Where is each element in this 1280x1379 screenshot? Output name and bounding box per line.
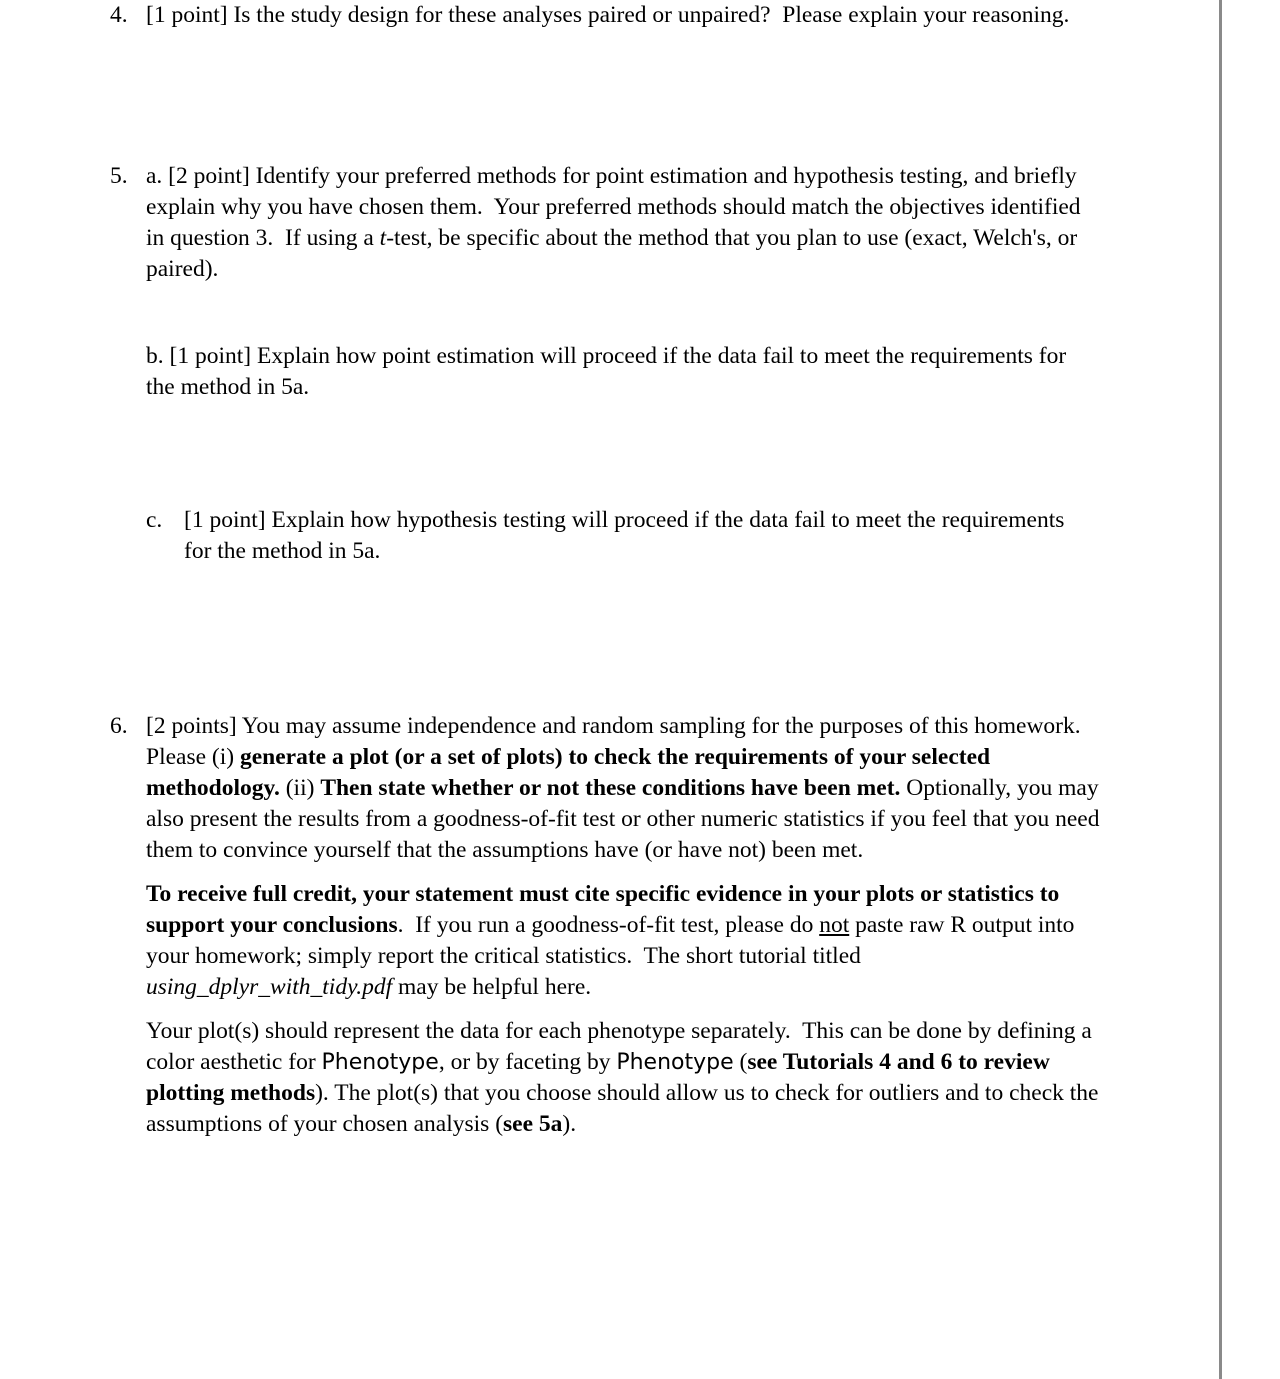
question-4 [110, 0, 1100, 31]
q6p1-s3: Optionally, you may also present the results from a goodness-of-fit test or other numeric statistics if you feel that you need them to convince yourself that the assumptions have (or have not) been met. [146, 775, 1100, 863]
q6p2-underline-not: not [819, 912, 850, 938]
q6p3-s3: ( [733, 1049, 748, 1075]
page-edge-divider [1219, 0, 1222, 1379]
question-5-number: 5. [110, 163, 128, 189]
question-5 [110, 161, 1100, 285]
question-5c-label: c. [146, 507, 163, 533]
q6p1-bold-1: generate a plot (or a set of plots) to check the requirements of your selected methodology. [146, 744, 991, 801]
q6p3-s2: , or by faceting by [438, 1049, 617, 1075]
question-6-body [146, 711, 1100, 1140]
q6p3-code-phenotype-2: Phenotype [616, 1050, 734, 1075]
q6p2-s2: paste raw R output into your homework; simply report the critical statistics. The short tutorial titled [146, 912, 1075, 969]
question-6-paragraph-3 [146, 1016, 1100, 1140]
q6p3-s1: Your plot(s) should represent the data for each phenotype separately. This can be done by defining a color aesthetic for [146, 1018, 1092, 1075]
q6p2-filename: using_dplyr_with_tidy.pdf [146, 974, 393, 1000]
q6p3-bold-1: see Tutorials 4 and 6 to review plotting methods [146, 1049, 1050, 1106]
q6p3-code-phenotype-1: Phenotype [321, 1050, 439, 1075]
question-5c [146, 505, 1096, 567]
question-4-number: 4. [110, 2, 128, 28]
q5a-t-italic: t [379, 225, 387, 251]
q6p1-s2: (ii) [279, 775, 321, 801]
q5a-post: -test, be specific about the method that you plan to use (exact, Welch's, or paired). [146, 225, 1078, 282]
q6p1-bold-2: Then state whether or not these conditions have been met. [320, 775, 901, 801]
question-5b [146, 341, 1096, 403]
q6p2-s3: may be helpful here. [392, 974, 592, 1000]
q6p1-s1: [2 points] You may assume independence and random sampling for the purposes of this homework. Please (i) [146, 713, 1087, 770]
question-5c-text: [1 point] Explain how hypothesis testing will proceed if the data fail to meet the requirements for the method in 5a. [184, 507, 1065, 564]
question-6-paragraph-2 [146, 879, 1100, 1003]
q6p3-s5: ). [562, 1111, 577, 1137]
q6p3-bold-2: see 5a [503, 1111, 563, 1137]
q6p2-bold-1: To receive full credit, your statement must cite specific evidence in your plots or statistics to support your conclusions [146, 881, 1060, 938]
question-4-text: [1 point] Is the study design for these analyses paired or unpaired? Please explain your reasoning. [146, 2, 1070, 28]
q6p2-s1: . If you run a goodness-of-fit test, please do [397, 912, 820, 938]
question-6 [110, 711, 1100, 1140]
q6p3-s4: ). The plot(s) that you choose should allow us to check for outliers and to check the assumptions of your chosen analysis ( [146, 1080, 1099, 1137]
question-6-number: 6. [110, 713, 128, 739]
question-6-paragraph-1 [146, 711, 1100, 866]
question-5a-text [146, 161, 1100, 285]
q5a-pre: a. [2 point] Identify your preferred methods for point estimation and hypothesis testing, and briefly explain why you have chosen them. Your preferred methods should match the objectives identified in question 3. If using a [146, 163, 1081, 251]
question-5b-text: b. [1 point] Explain how point estimation will proceed if the data fail to meet the requirements for the method in 5a. [146, 343, 1067, 400]
